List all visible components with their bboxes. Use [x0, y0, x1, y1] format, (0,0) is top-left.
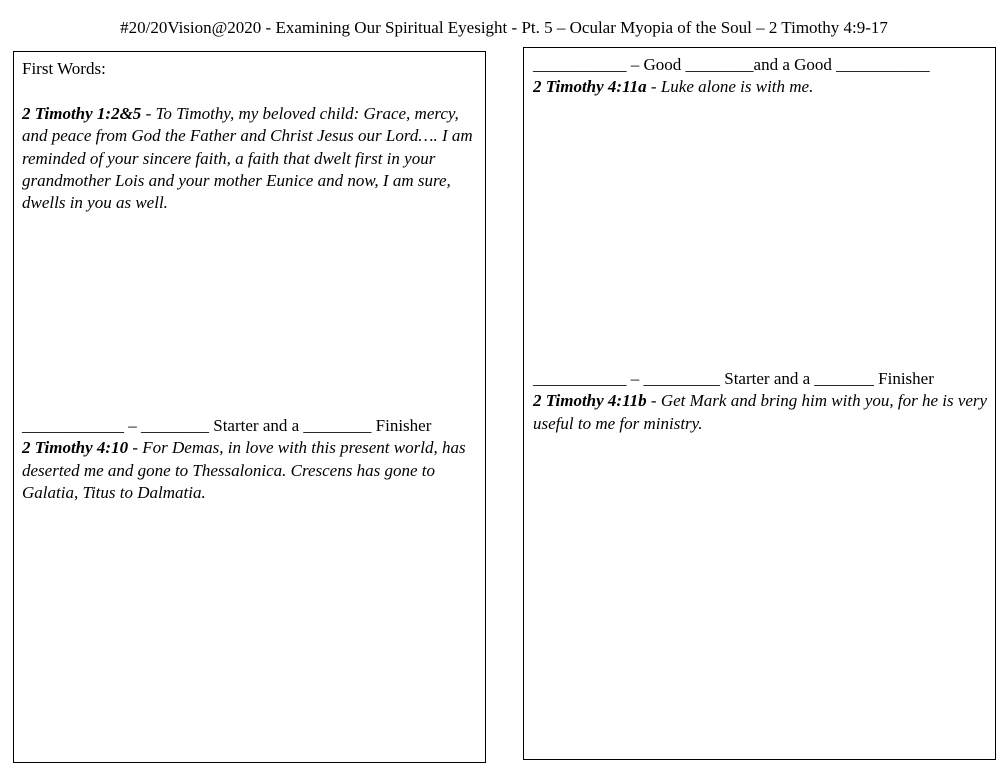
verse-2-timothy-4-10 [22, 437, 480, 504]
verse-2-timothy-1-2-5 [22, 103, 480, 215]
first-words-section [22, 58, 480, 215]
first-words-label: First Words: [22, 59, 106, 78]
verse-text: To Timothy, my beloved child: Grace, mercy, and peace from God the Father and Christ Jesus our Lord…. I am reminded of your sincere faith, a faith that dwelt first in your grandmother Lois and your mother Eunice and now, I am sure, dwells in you as well. [22, 103, 473, 213]
verse-reference: 2 Timothy 4:11a [533, 77, 647, 97]
fill-in-heading: ____________ – ________ Starter and a ________ Finisher [22, 416, 432, 435]
verse-separator: - [646, 391, 661, 411]
page-title: #20/20Vision@2020 - Examining Our Spiritual Eyesight - Pt. 5 – Ocular Myopia of the Soul – 2 Timothy 4:9-17 [120, 18, 888, 37]
demas-section [22, 415, 480, 505]
luke-section [533, 54, 991, 99]
verse-separator: - [646, 77, 661, 97]
verse-text: Luke alone is with me. [660, 77, 814, 97]
verse-text: Get Mark and bring him with you, for he is very useful to me for ministry. [533, 391, 988, 433]
verse-reference: 2 Timothy 4:10 [22, 438, 129, 458]
mark-section [533, 368, 991, 435]
fill-in-heading: ___________ – _________ Starter and a _______ Finisher [533, 369, 934, 388]
verse-text: For Demas, in love with this present world, has deserted me and gone to Thessalonica. Crescens has gone to Galatia, Titus to Dalmatia. [22, 438, 466, 503]
verse-2-timothy-4-11a [533, 76, 991, 98]
verse-separator: - [141, 103, 156, 123]
verse-separator: - [128, 438, 143, 458]
verse-2-timothy-4-11b [533, 390, 991, 435]
spacer [22, 80, 480, 102]
verse-reference: 2 Timothy 4:11b [533, 391, 647, 411]
fill-in-heading: ___________ – Good ________and a Good ___________ [533, 55, 930, 74]
verse-reference: 2 Timothy 1:2&5 [22, 103, 142, 123]
